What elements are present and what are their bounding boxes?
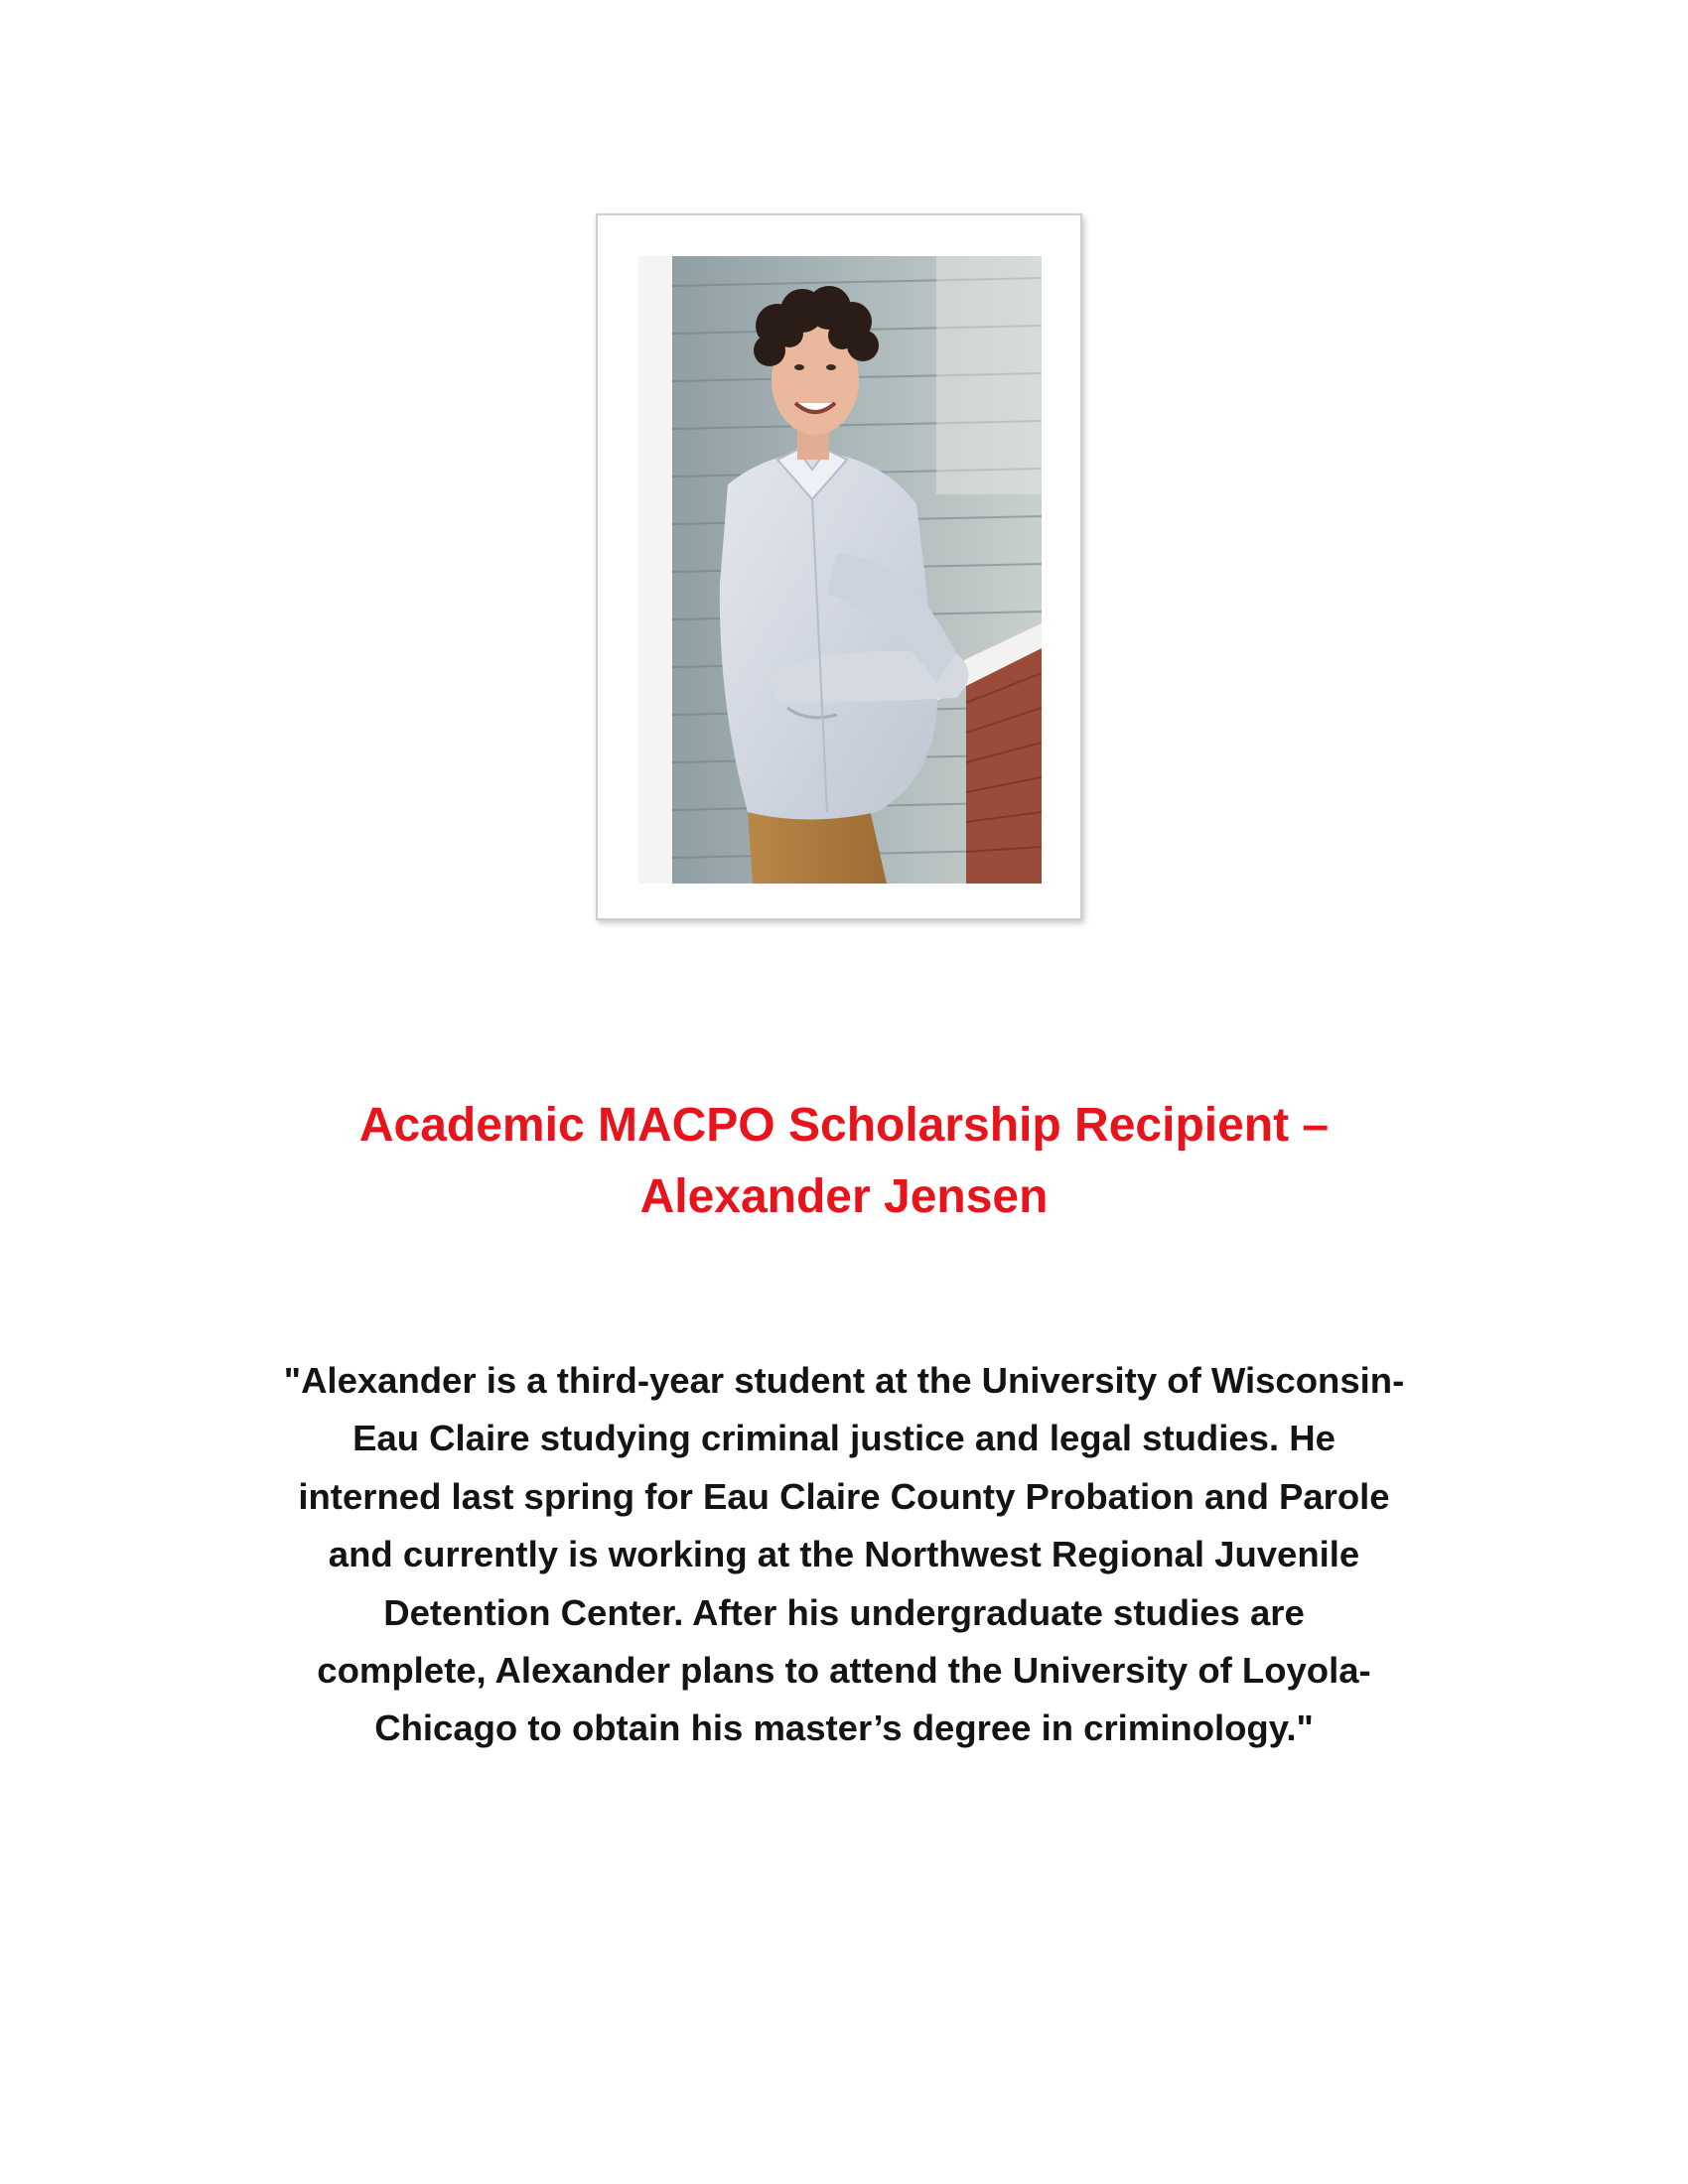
recipient-bio-quote: [179, 1352, 1509, 1758]
title-line-2: Alexander Jensen: [639, 1170, 1049, 1223]
portrait-illustration: [638, 256, 1042, 884]
quote-line-2: Eau Claire studying criminal justice and legal studies. He: [352, 1418, 1336, 1459]
title-line-1: Academic MACPO Scholarship Recipient –: [358, 1099, 1330, 1152]
quote-line-6: complete, Alexander plans to attend the University of Loyola-: [317, 1650, 1371, 1692]
quote-line-7: Chicago to obtain his master’s degree in criminology.": [374, 1707, 1314, 1749]
recipient-title: [0, 1090, 1688, 1233]
photo-frame: [596, 213, 1082, 920]
quote-line-1: "Alexander is a third-year student at the University of Wisconsin-: [283, 1360, 1405, 1401]
quote-line-4: and currently is working at the Northwest Regional Juvenile: [328, 1534, 1360, 1575]
quote-line-3: interned last spring for Eau Claire County Probation and Parole: [298, 1475, 1390, 1517]
recipient-photo: [638, 256, 1042, 884]
quote-line-5: Detention Center. After his undergraduate studies are: [383, 1591, 1305, 1633]
